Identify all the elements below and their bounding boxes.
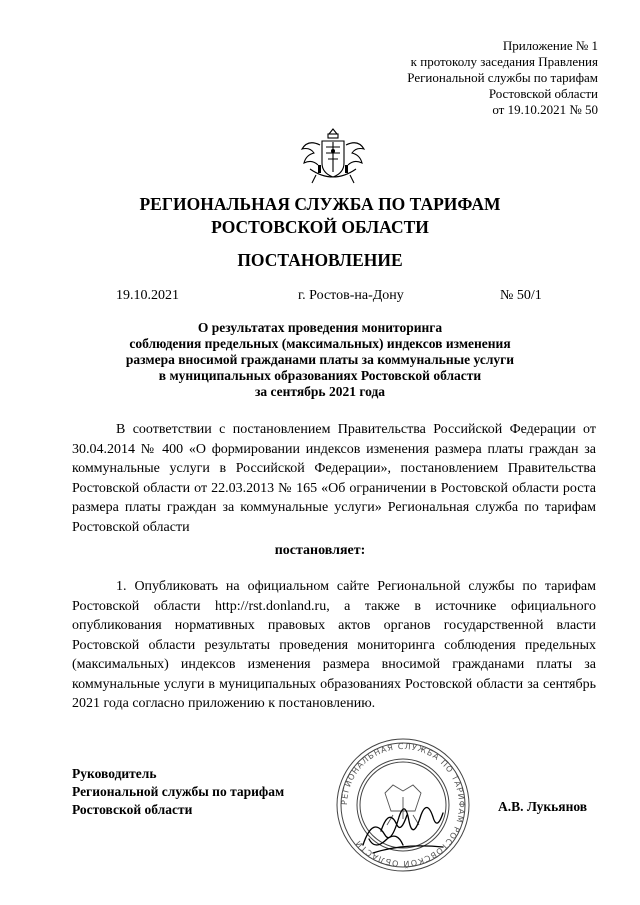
document-number: № 50/1 [500,288,542,303]
preamble-paragraph: В соответствии с постановлением Правительства Российской Федерации от 30.04.2014 № 400 «О формировании индексов изменения размера платы граждан за коммунальные услуги в Российской Федерации», постановлением Правительства Ростовской области от 22.03.2013 № 165 «Об ограничении в Ростовской области роста размера платы граждан за коммунальные услуги» Региональная служба по тарифам Ростовской области [72,422,596,535]
subject-line: соблюдения предельных (максимальных) индексов изменения [129,336,511,351]
signatory-title [72,765,284,819]
resolves-heading: постановляет: [274,543,366,558]
document-type: ПОСТАНОВЛЕНИЕ [237,250,403,270]
subject-line: О результатах проведения мониторинга [197,320,443,335]
org-line-2: РОСТОВСКОЙ ОБЛАСТИ [211,217,429,237]
appendix-line: от 19.10.2021 № 50 [492,102,598,117]
document-city: г. Ростов-на-Дону [298,288,404,303]
appendix-line: Региональной службы по тарифам [407,70,598,85]
official-seal-stamp-icon [333,735,473,875]
signatory-line: Руководитель [72,766,157,781]
appendix-line: к протоколу заседания Правления [410,54,598,69]
org-line-1: РЕГИОНАЛЬНАЯ СЛУЖБА ПО ТАРИФАМ [139,194,501,214]
signatory-line: Региональной службы по тарифам [72,784,285,799]
signatory-name: А.В. Лукьянов [498,799,588,814]
signatory-line: Ростовской области [72,802,193,817]
subject-line: в муниципальных образованиях Ростовской области [158,368,482,383]
appendix-line: Приложение № 1 [502,38,598,53]
subject-line: за сентябрь 2021 года [254,384,386,399]
subject-line: размера вносимой гражданами платы за коммунальные услуги [125,352,515,367]
document-date: 19.10.2021 [116,288,179,303]
coat-of-arms-icon [298,125,368,187]
document-subject [60,320,580,400]
appendix-note [298,38,598,118]
seal-text: РЕГИОНАЛЬНАЯ СЛУЖБА ПО ТАРИФАМ РОСТОВСКОЙ ОБЛАСТИ [339,741,467,869]
organization-name [0,193,640,239]
item-1-paragraph: 1. Опубликовать на официальном сайте Региональной службы по тарифам Ростовской области http://rst.donland.ru, а также в источнике официального опубликования нормативных правовых актов органов государственной власти Ростовской области результаты проведения мониторинга соблюдения предельных (максимальных) индексов изменения размера вносимой гражданами платы за коммунальные услуги в муниципальных образованиях Ростовской области за сентябрь 2021 года согласно приложению к постановлению. [72,579,596,711]
appendix-line: Ростовской области [488,86,598,101]
